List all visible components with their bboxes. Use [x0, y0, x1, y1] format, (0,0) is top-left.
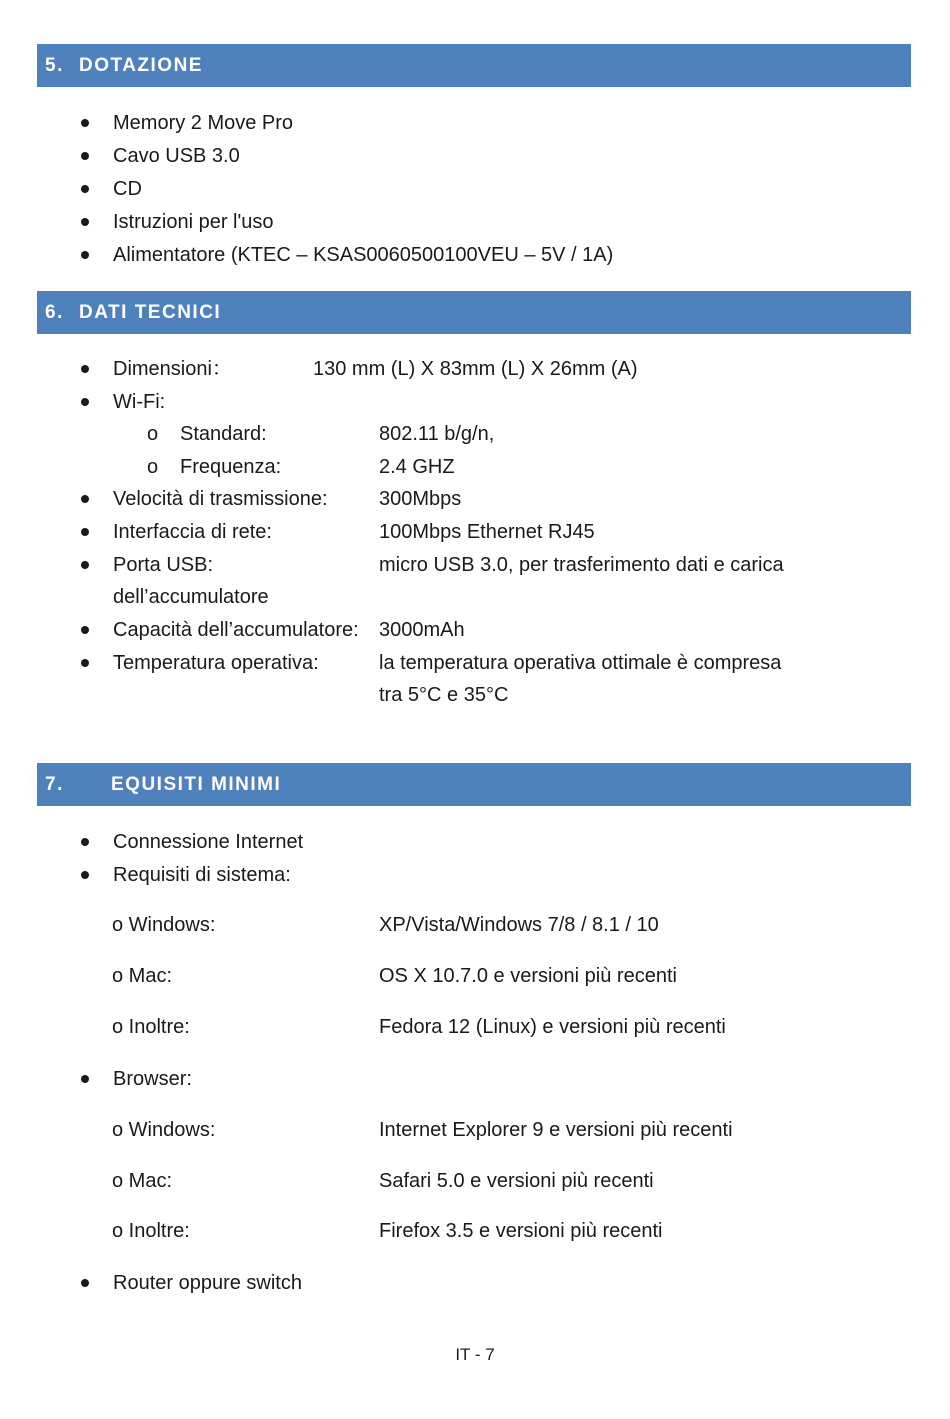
- sublist-value: Safari 5.0 e versioni più recenti: [379, 1170, 654, 1192]
- spec-value: 802.11 b/g/n,: [379, 423, 495, 445]
- bullet-icon: [81, 398, 89, 406]
- list-item: Browser:: [113, 1068, 192, 1090]
- spec-label: Porta USB:: [113, 554, 214, 576]
- spec-value-continuation: dell’accumulatore: [113, 586, 269, 608]
- bullet-icon: [81, 251, 89, 259]
- sublist-value: OS X 10.7.0 e versioni più recenti: [379, 965, 677, 987]
- sublist-value: Internet Explorer 9 e versioni più recenti: [379, 1119, 733, 1141]
- bullet-icon: [81, 495, 89, 503]
- section-number: 6.: [45, 302, 64, 323]
- bullet-icon: [81, 365, 89, 373]
- spec-label: Velocità di trasmissione:: [113, 488, 328, 510]
- sublist-label: o Windows:: [112, 1119, 216, 1141]
- sublist-label: o Inoltre:: [112, 1016, 190, 1038]
- page-number: IT - 7: [455, 1345, 495, 1364]
- list-item: Connessione Internet: [113, 831, 304, 853]
- spec-label: Dimensioni：: [113, 358, 232, 380]
- section-title: EQUISITI MINIMI: [111, 774, 282, 795]
- list-item: Requisiti di sistema:: [113, 864, 291, 886]
- list-item: Istruzioni per l'uso: [113, 211, 274, 233]
- sublist-label: o Mac:: [112, 1170, 173, 1192]
- section-title: DOTAZIONE: [79, 55, 203, 76]
- spec-value-continuation: tra 5°C e 35°C: [379, 684, 509, 706]
- bullet-icon: [81, 561, 89, 569]
- bullet-icon: [81, 218, 89, 226]
- list-item: Memory 2 Move Pro: [113, 112, 294, 134]
- section-header-dati-tecnici: [37, 291, 911, 334]
- circle-bullet-icon: o: [147, 456, 159, 478]
- spec-value: 3000mAh: [379, 619, 465, 641]
- bullet-icon: [81, 626, 89, 634]
- spec-label: Capacità dell’accumulatore:: [113, 619, 359, 641]
- bullet-icon: [81, 152, 89, 160]
- spec-label: Temperatura operativa:: [113, 652, 319, 674]
- bullet-icon: [81, 1279, 89, 1287]
- bullet-icon: [81, 838, 89, 846]
- section-header-requisiti: [37, 763, 911, 806]
- spec-label: Frequenza:: [180, 456, 282, 478]
- section-number: 7.: [45, 774, 64, 795]
- section-number: 5.: [45, 55, 64, 76]
- bullet-icon: [81, 871, 89, 879]
- sublist-value: XP/Vista/Windows 7/8 / 8.1 / 10: [379, 914, 659, 936]
- bullet-icon: [81, 528, 89, 536]
- spec-value: 130 mm (L) X 83mm (L) X 26mm (A): [313, 358, 638, 380]
- sublist-label: o Windows:: [112, 914, 216, 936]
- sublist-value: Fedora 12 (Linux) e versioni più recenti: [379, 1016, 726, 1038]
- bullet-icon: [81, 119, 89, 127]
- spec-label: Wi-Fi:: [113, 391, 166, 413]
- spec-value: 300Mbps: [379, 488, 462, 510]
- list-item: Router oppure switch: [113, 1272, 302, 1294]
- sublist-label: o Inoltre:: [112, 1220, 190, 1242]
- sublist-label: o Mac:: [112, 965, 173, 987]
- bullet-icon: [81, 185, 89, 193]
- bullet-icon: [81, 659, 89, 667]
- bullet-icon: [81, 1075, 89, 1083]
- spec-label: Standard:: [180, 423, 267, 445]
- section-header-dotazione: [37, 44, 911, 87]
- spec-value: la temperatura operativa ottimale è compresa: [379, 652, 782, 674]
- spec-value: 2.4 GHZ: [379, 456, 455, 478]
- section-title: DATI TECNICI: [79, 302, 222, 323]
- spec-value: micro USB 3.0, per trasferimento dati e carica: [379, 554, 784, 576]
- sublist-value: Firefox 3.5 e versioni più recenti: [379, 1220, 663, 1242]
- circle-bullet-icon: o: [147, 423, 159, 445]
- spec-label: Interfaccia di rete:: [113, 521, 272, 543]
- list-item: Alimentatore (KTEC – KSAS0060500100VEU – 5V / 1A): [113, 244, 614, 266]
- list-item: Cavo USB 3.0: [113, 145, 240, 167]
- list-item: CD: [113, 178, 142, 200]
- spec-value: 100Mbps Ethernet RJ45: [379, 521, 595, 543]
